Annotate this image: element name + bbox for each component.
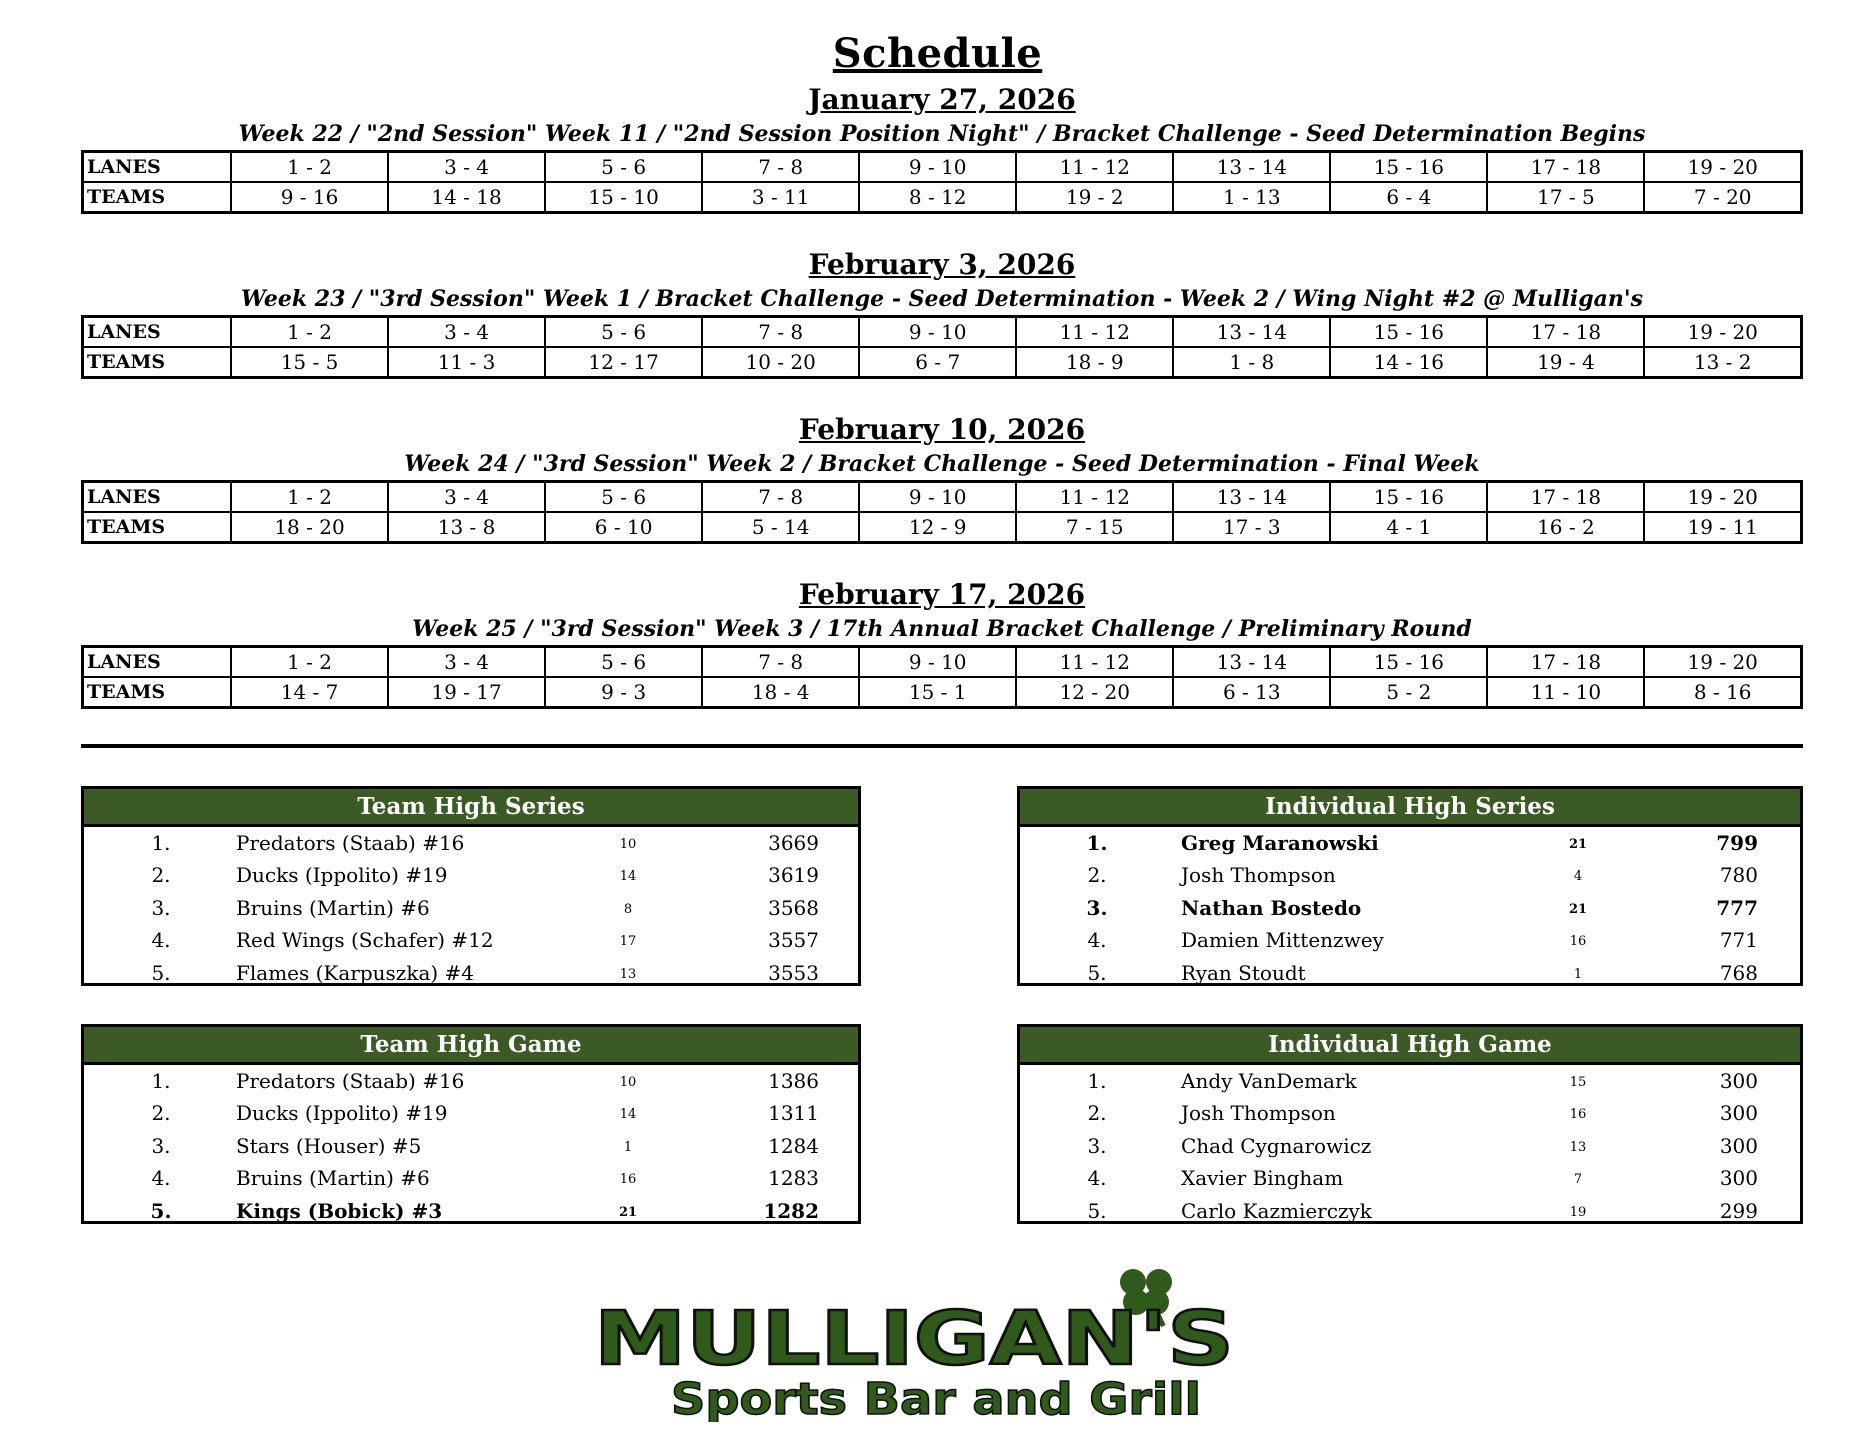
team-number-cell: 21: [1568, 837, 1588, 852]
logo-graphic: [586, 1262, 1242, 1422]
team-matchup-cell: 8 - 12: [859, 182, 1016, 213]
rank-cell: 4.: [1087, 1166, 1107, 1191]
team-number-cell: 15: [1569, 1075, 1587, 1090]
lane-cell: 17 - 18: [1487, 482, 1644, 513]
team-matchup-cell: 19 - 11: [1644, 512, 1801, 543]
lane-cell: 3 - 4: [388, 152, 545, 183]
teams-row: [83, 677, 1802, 708]
lane-cell: 7 - 8: [702, 647, 859, 678]
stat-row: [84, 859, 858, 891]
lane-cell: 7 - 8: [702, 152, 859, 183]
lane-cell: 1 - 2: [231, 482, 388, 513]
score-cell: 777: [1716, 895, 1758, 920]
lane-cell: 15 - 16: [1330, 647, 1487, 678]
stat-row: [84, 1162, 858, 1194]
name-cell: Ryan Stoudt: [1181, 960, 1306, 985]
lane-cell: 7 - 8: [702, 317, 859, 348]
team-matchup-cell: 15 - 1: [859, 677, 1016, 708]
team-matchup-cell: 6 - 13: [1173, 677, 1330, 708]
rank-cell: 5.: [151, 960, 171, 985]
lanes-row: [83, 317, 1802, 348]
lanes-row: [83, 647, 1802, 678]
team-number-cell: 4: [1573, 869, 1583, 885]
rank-cell: 1.: [1086, 831, 1108, 855]
lane-cell: 11 - 12: [1016, 482, 1173, 513]
rank-cell: 1.: [1087, 1069, 1107, 1093]
rank-cell: 4.: [1087, 928, 1107, 953]
stat-box-title: Team High Game: [84, 1027, 858, 1065]
name-cell: Flames (Karpuszka) #4: [236, 960, 475, 985]
logo-name: MULLIGAN'S: [594, 1296, 1234, 1382]
stat-rows: [1020, 827, 1800, 989]
teams-label: TEAMS: [83, 347, 232, 378]
stat-box-title: Team High Series: [84, 789, 858, 827]
rank-cell: 3.: [151, 895, 171, 920]
lanes-row: [83, 482, 1802, 513]
schedule-table: [81, 480, 1803, 544]
week-description: Week 25 / "3rd Session" Week 3 / 17th Annual Bracket Challenge / Preliminary Round: [412, 616, 1472, 642]
lane-cell: 9 - 10: [859, 152, 1016, 183]
name-cell: Xavier Bingham: [1181, 1166, 1344, 1191]
divider: [81, 744, 1803, 748]
team-matchup-cell: 6 - 7: [859, 347, 1016, 378]
score-cell: 1311: [768, 1101, 819, 1126]
stat-row: [1020, 957, 1800, 989]
team-matchup-cell: 19 - 17: [388, 677, 545, 708]
team-matchup-cell: 14 - 18: [388, 182, 545, 213]
team-matchup-cell: 1 - 8: [1173, 347, 1330, 378]
team-matchup-cell: 17 - 3: [1173, 512, 1330, 543]
team-matchup-cell: 4 - 1: [1330, 512, 1487, 543]
lane-cell: 11 - 12: [1016, 152, 1173, 183]
lane-cell: 19 - 20: [1644, 647, 1801, 678]
schedule-table: [81, 150, 1803, 214]
lane-cell: 5 - 6: [545, 482, 702, 513]
name-cell: Carlo Kazmierczyk: [1181, 1198, 1372, 1223]
team-number-cell: 13: [619, 966, 637, 982]
rank-cell: 5.: [1087, 960, 1107, 985]
stat-row: [84, 892, 858, 924]
lane-cell: 9 - 10: [859, 482, 1016, 513]
team-matchup-cell: 8 - 16: [1644, 677, 1801, 708]
team-matchup-cell: 6 - 10: [545, 512, 702, 543]
score-cell: 1282: [763, 1198, 819, 1223]
score-cell: 3568: [768, 895, 819, 920]
team-number-cell: 8: [623, 901, 633, 917]
team-matchup-cell: 13 - 2: [1644, 347, 1801, 378]
teams-label: TEAMS: [83, 512, 232, 543]
score-cell: 780: [1719, 863, 1758, 888]
team-number-cell: 21: [618, 1204, 638, 1220]
team-matchup-cell: 12 - 9: [859, 512, 1016, 543]
rank-cell: 4.: [151, 928, 171, 953]
lane-cell: 13 - 14: [1173, 317, 1330, 348]
stat-rows: [1020, 1065, 1800, 1227]
stat-row: [84, 1130, 858, 1162]
stat-rows: [84, 827, 858, 989]
lane-cell: 9 - 10: [859, 647, 1016, 678]
rank-cell: 2.: [1087, 1101, 1107, 1126]
stat-row: [84, 1097, 858, 1129]
lane-cell: 19 - 20: [1644, 482, 1801, 513]
score-cell: 799: [1716, 831, 1758, 855]
lane-cell: 1 - 2: [231, 317, 388, 348]
team-matchup-cell: 6 - 4: [1330, 182, 1487, 213]
week-date: February 3, 2026: [808, 248, 1076, 281]
lane-cell: 13 - 14: [1173, 647, 1330, 678]
team-matchup-cell: 5 - 14: [702, 512, 859, 543]
score-cell: 300: [1719, 1166, 1758, 1191]
team-number-cell: 16: [1569, 1107, 1587, 1123]
week-description: Week 22 / "2nd Session" Week 11 / "2nd Session Position Night" / Bracket Challenge - Seed Determination Begins: [238, 121, 1646, 147]
stat-row: [84, 827, 858, 859]
lanes-label: LANES: [83, 152, 232, 183]
team-matchup-cell: 15 - 5: [231, 347, 388, 378]
lane-cell: 11 - 12: [1016, 647, 1173, 678]
stat-row: [1020, 892, 1800, 924]
team-matchup-cell: 7 - 15: [1016, 512, 1173, 543]
team-matchup-cell: 7 - 20: [1644, 182, 1801, 213]
stat-row: [84, 1065, 858, 1097]
stat-box-title: Individual High Game: [1020, 1027, 1800, 1065]
score-cell: 3553: [768, 960, 819, 985]
lane-cell: 3 - 4: [388, 647, 545, 678]
teams-label: TEAMS: [83, 677, 232, 708]
rank-cell: 1.: [151, 831, 171, 855]
lane-cell: 19 - 20: [1644, 152, 1801, 183]
team-matchup-cell: 18 - 9: [1016, 347, 1173, 378]
score-cell: 300: [1719, 1069, 1758, 1093]
lane-cell: 15 - 16: [1330, 317, 1487, 348]
score-cell: 3669: [768, 831, 819, 855]
stat-row: [1020, 1065, 1800, 1097]
team-matchup-cell: 19 - 2: [1016, 182, 1173, 213]
name-cell: Predators (Staab) #16: [236, 1069, 465, 1093]
week-block: [81, 577, 1803, 709]
team-number-cell: 13: [1569, 1139, 1587, 1155]
stat-row: [1020, 859, 1800, 891]
lane-cell: 17 - 18: [1487, 152, 1644, 183]
lane-cell: 19 - 20: [1644, 317, 1801, 348]
team-matchup-cell: 14 - 7: [231, 677, 388, 708]
teams-row: [83, 512, 1802, 543]
lane-cell: 3 - 4: [388, 482, 545, 513]
team-matchup-cell: 12 - 17: [545, 347, 702, 378]
score-cell: 299: [1719, 1198, 1758, 1223]
name-cell: Josh Thompson: [1181, 863, 1336, 888]
lanes-label: LANES: [83, 317, 232, 348]
rank-cell: 5.: [1087, 1198, 1107, 1223]
rank-cell: 4.: [151, 1166, 171, 1191]
team-number-cell: 16: [1569, 934, 1587, 950]
team-number-cell: 21: [1568, 901, 1588, 917]
lane-cell: 5 - 6: [545, 152, 702, 183]
lane-cell: 13 - 14: [1173, 152, 1330, 183]
stat-box-title: Individual High Series: [1020, 789, 1800, 827]
lane-cell: 1 - 2: [231, 152, 388, 183]
teams-row: [83, 182, 1802, 213]
stat-row: [1020, 1097, 1800, 1129]
team-matchup-cell: 19 - 4: [1487, 347, 1644, 378]
team-number-cell: 10: [619, 837, 637, 852]
team-number-cell: 17: [619, 934, 637, 950]
lane-cell: 15 - 16: [1330, 482, 1487, 513]
team-matchup-cell: 1 - 13: [1173, 182, 1330, 213]
stat-row: [84, 924, 858, 956]
lane-cell: 17 - 18: [1487, 647, 1644, 678]
score-cell: 3557: [768, 928, 819, 953]
team-number-cell: 1: [623, 1139, 633, 1155]
score-cell: 3619: [768, 863, 819, 888]
week-date: February 17, 2026: [798, 578, 1086, 611]
week-description: Week 24 / "3rd Session" Week 2 / Bracket Challenge - Seed Determination - Final Week: [404, 451, 1480, 477]
team-number-cell: 14: [619, 869, 637, 885]
week-description: Week 23 / "3rd Session" Week 1 / Bracket Challenge - Seed Determination - Week 2 / Wing Night #2 @ Mulligan's: [240, 286, 1643, 312]
stat-row: [1020, 1162, 1800, 1194]
team-matchup-cell: 17 - 5: [1487, 182, 1644, 213]
lane-cell: 3 - 4: [388, 317, 545, 348]
team-number-cell: 1: [1573, 966, 1583, 982]
week-block: [81, 247, 1803, 379]
team-number-cell: 16: [619, 1172, 637, 1188]
name-cell: Stars (Houser) #5: [236, 1133, 422, 1158]
team-matchup-cell: 18 - 4: [702, 677, 859, 708]
stat-row: [84, 957, 858, 989]
score-cell: 1284: [768, 1133, 819, 1158]
team-matchup-cell: 10 - 20: [702, 347, 859, 378]
team-number-cell: 7: [1573, 1172, 1583, 1188]
name-cell: Josh Thompson: [1181, 1101, 1336, 1126]
page-title: Schedule: [832, 30, 1043, 77]
score-cell: 771: [1719, 928, 1758, 953]
stat-row: [1020, 1130, 1800, 1162]
lanes-label: LANES: [83, 647, 232, 678]
team-high-series-box: [81, 786, 861, 986]
lane-cell: 17 - 18: [1487, 317, 1644, 348]
team-high-game-box: [81, 1024, 861, 1224]
rank-cell: 3.: [151, 1133, 171, 1158]
schedule-table: [81, 645, 1803, 709]
team-matchup-cell: 16 - 2: [1487, 512, 1644, 543]
mulligans-logo: [586, 1262, 1242, 1422]
name-cell: Ducks (Ippolito) #19: [236, 863, 448, 888]
team-matchup-cell: 14 - 16: [1330, 347, 1487, 378]
score-cell: 1283: [768, 1166, 819, 1191]
team-matchup-cell: 11 - 3: [388, 347, 545, 378]
stat-rows: [84, 1065, 858, 1227]
team-matchup-cell: 13 - 8: [388, 512, 545, 543]
lane-cell: 11 - 12: [1016, 317, 1173, 348]
stat-row: [84, 1195, 858, 1227]
name-cell: Andy VanDemark: [1181, 1069, 1357, 1093]
lanes-label: LANES: [83, 482, 232, 513]
week-block: [81, 82, 1803, 214]
score-cell: 768: [1719, 960, 1758, 985]
rank-cell: 2.: [1087, 863, 1107, 888]
rank-cell: 3.: [1087, 1133, 1107, 1158]
name-cell: Nathan Bostedo: [1181, 895, 1362, 920]
name-cell: Kings (Bobick) #3: [236, 1198, 443, 1223]
lane-cell: 13 - 14: [1173, 482, 1330, 513]
lane-cell: 1 - 2: [231, 647, 388, 678]
lane-cell: 15 - 16: [1330, 152, 1487, 183]
rank-cell: 2.: [151, 863, 171, 888]
teams-label: TEAMS: [83, 182, 232, 213]
individual-high-series-box: [1017, 786, 1803, 986]
name-cell: Bruins (Martin) #6: [236, 1166, 430, 1191]
name-cell: Chad Cygnarowicz: [1181, 1133, 1372, 1158]
team-matchup-cell: 11 - 10: [1487, 677, 1644, 708]
team-number-cell: 14: [619, 1107, 637, 1123]
score-cell: 300: [1719, 1101, 1758, 1126]
name-cell: Ducks (Ippolito) #19: [236, 1101, 448, 1126]
team-matchup-cell: 3 - 11: [702, 182, 859, 213]
score-cell: 1386: [768, 1069, 819, 1093]
team-number-cell: 10: [619, 1075, 637, 1090]
name-cell: Bruins (Martin) #6: [236, 895, 430, 920]
rank-cell: 1.: [151, 1069, 171, 1093]
lanes-row: [83, 152, 1802, 183]
lane-cell: 7 - 8: [702, 482, 859, 513]
team-matchup-cell: 5 - 2: [1330, 677, 1487, 708]
team-matchup-cell: 18 - 20: [231, 512, 388, 543]
team-number-cell: 19: [1569, 1204, 1587, 1220]
week-block: [81, 412, 1803, 544]
lane-cell: 5 - 6: [545, 647, 702, 678]
stat-row: [1020, 827, 1800, 859]
week-date: January 27, 2026: [808, 83, 1076, 116]
schedule-table: [81, 315, 1803, 379]
team-matchup-cell: 12 - 20: [1016, 677, 1173, 708]
name-cell: Damien Mittenzwey: [1181, 928, 1384, 953]
team-matchup-cell: 15 - 10: [545, 182, 702, 213]
team-matchup-cell: 9 - 3: [545, 677, 702, 708]
lane-cell: 9 - 10: [859, 317, 1016, 348]
lane-cell: 5 - 6: [545, 317, 702, 348]
teams-row: [83, 347, 1802, 378]
name-cell: Red Wings (Schafer) #12: [236, 928, 494, 953]
name-cell: Greg Maranowski: [1181, 831, 1379, 855]
rank-cell: 5.: [150, 1198, 172, 1223]
team-matchup-cell: 9 - 16: [231, 182, 388, 213]
stat-row: [1020, 924, 1800, 956]
logo-tagline: Sports Bar and Grill: [671, 1374, 1201, 1422]
score-cell: 300: [1719, 1133, 1758, 1158]
stat-row: [1020, 1195, 1800, 1227]
week-date: February 10, 2026: [798, 413, 1086, 446]
rank-cell: 2.: [151, 1101, 171, 1126]
individual-high-game-box: [1017, 1024, 1803, 1224]
name-cell: Predators (Staab) #16: [236, 831, 465, 855]
rank-cell: 3.: [1086, 895, 1108, 920]
